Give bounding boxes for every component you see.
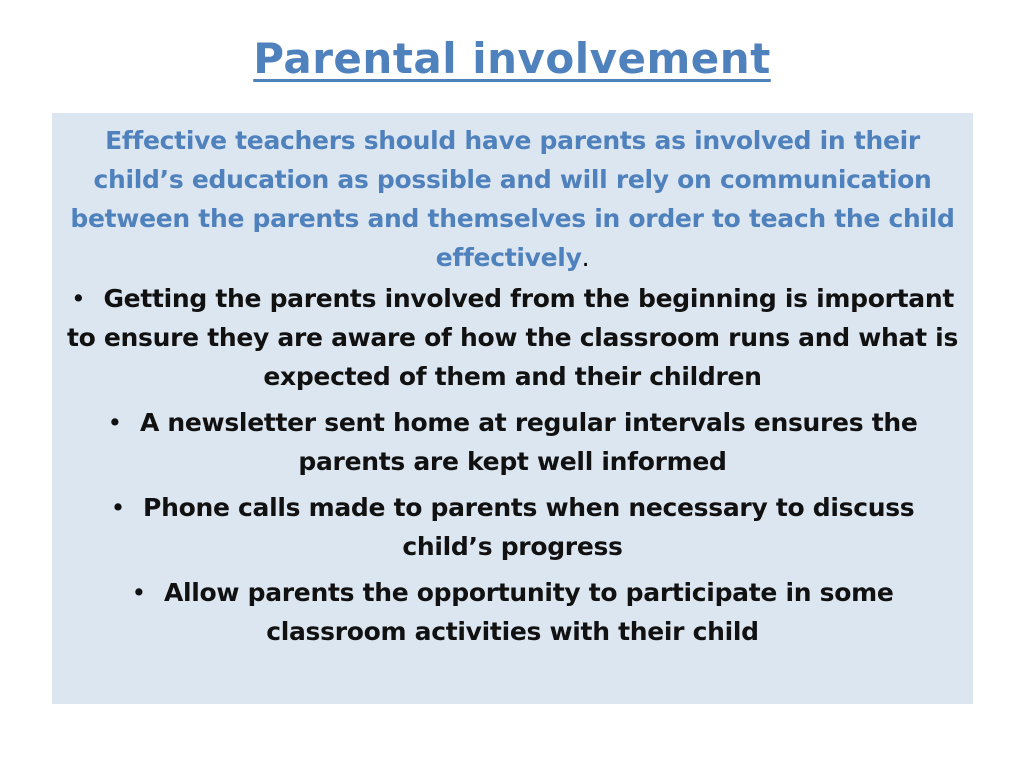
bullet-icon: • bbox=[110, 493, 126, 522]
bullet-item bbox=[66, 279, 959, 396]
bullet-icon: • bbox=[131, 578, 146, 607]
bullet-icon: • bbox=[70, 284, 86, 313]
bullet-text: A newsletter sent home at regular intervals ensures the parents are kept well informed bbox=[139, 408, 918, 476]
content-box bbox=[52, 113, 973, 704]
bullet-item bbox=[66, 403, 959, 481]
intro-period: . bbox=[581, 243, 590, 272]
bullet-text: Phone calls made to parents when necessary to discuss child’s progress bbox=[143, 493, 915, 561]
bullet-list bbox=[66, 279, 959, 651]
bullet-text: Getting the parents involved from the beginning is important to ensure they are aware of how the classroom runs and what is expected of them and their children bbox=[66, 284, 959, 391]
bullet-item bbox=[66, 488, 959, 566]
slide-title: Parental involvement bbox=[253, 34, 771, 83]
intro-text: Effective teachers should have parents as involved in their child’s education as possible and will rely on communication between the parents and themselves in order to teach the child effectively bbox=[70, 126, 955, 272]
bullet-item bbox=[66, 573, 959, 651]
bullet-text: Allow parents the opportunity to participate in some classroom activities with their child bbox=[163, 578, 894, 646]
intro-paragraph bbox=[66, 121, 959, 277]
bullet-icon: • bbox=[107, 408, 122, 437]
